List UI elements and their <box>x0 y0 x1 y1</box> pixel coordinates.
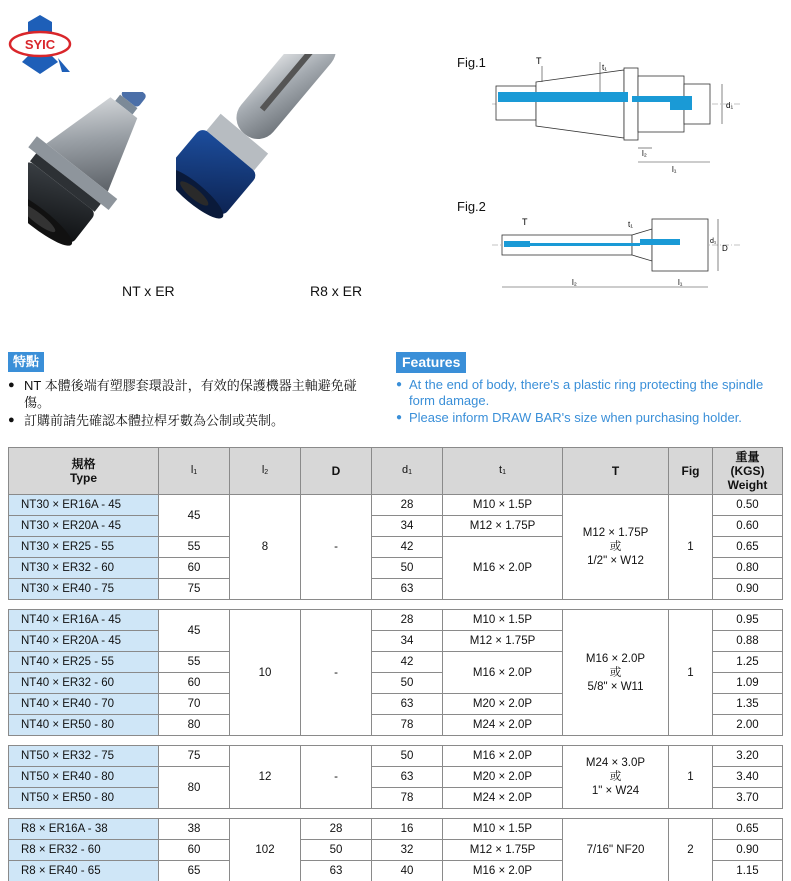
type-cell: R8 × ER16A - 38 <box>9 819 159 840</box>
r8-er-holder-image <box>176 54 426 279</box>
t1-cell: M16 × 2.0P <box>443 861 563 881</box>
D-cell: 50 <box>301 840 372 861</box>
T-cell: M16 × 2.0P 或 5/8" × W11 <box>563 610 669 736</box>
t1-cell: M16 × 2.0P <box>443 537 563 600</box>
feature-zh-item: ● NT 本體後端有塑膠套環設計，有效的保護機器主軸避免碰傷。 <box>8 377 380 411</box>
fig2-dim-D: D <box>722 244 728 253</box>
fig-cell: 1 <box>669 495 713 600</box>
weight-cell: 0.80 <box>713 558 783 579</box>
l1-cell: 60 <box>159 840 230 861</box>
l1-cell: 80 <box>159 767 230 809</box>
type-cell: R8 × ER32 - 60 <box>9 840 159 861</box>
l2-cell: 12 <box>230 746 301 809</box>
D-cell: - <box>301 495 372 600</box>
t1-cell: M10 × 1.5P <box>443 610 563 631</box>
l1-cell: 45 <box>159 495 230 537</box>
header-d1: d1 <box>372 448 443 495</box>
d1-cell: 42 <box>372 652 443 673</box>
weight-cell: 0.50 <box>713 495 783 516</box>
header-l2: l2 <box>230 448 301 495</box>
type-cell: NT40 × ER40 - 70 <box>9 694 159 715</box>
weight-cell: 0.60 <box>713 516 783 537</box>
weight-cell: 0.65 <box>713 537 783 558</box>
d1-cell: 78 <box>372 715 443 736</box>
fig2-dim-l1: l₁ <box>678 278 683 287</box>
header-D: D <box>301 448 372 495</box>
weight-cell: 0.90 <box>713 579 783 600</box>
d1-cell: 40 <box>372 861 443 881</box>
weight-cell: 3.20 <box>713 746 783 767</box>
type-cell: NT50 × ER50 - 80 <box>9 788 159 809</box>
logo-text: SYIC <box>24 37 56 52</box>
fig-cell: 2 <box>669 819 713 881</box>
header-t1: t1 <box>443 448 563 495</box>
type-cell: NT40 × ER25 - 55 <box>9 652 159 673</box>
feature-zh-item: ● 訂購前請先確認本體拉桿牙數為公制或英制。 <box>8 412 380 429</box>
fig-cell: 1 <box>669 610 713 736</box>
fig-cell: 1 <box>669 746 713 809</box>
table-row <box>9 746 783 767</box>
type-cell: NT30 × ER16A - 45 <box>9 495 159 516</box>
group-spacer <box>9 600 783 610</box>
d1-cell: 34 <box>372 631 443 652</box>
weight-cell: 0.95 <box>713 610 783 631</box>
d1-cell: 42 <box>372 537 443 558</box>
type-cell: R8 × ER40 - 65 <box>9 861 159 881</box>
type-cell: NT30 × ER25 - 55 <box>9 537 159 558</box>
features-en-heading: Features <box>396 352 466 373</box>
features-en-list <box>396 377 786 427</box>
spec-table <box>8 447 783 881</box>
type-cell: NT50 × ER40 - 80 <box>9 767 159 788</box>
d1-cell: 16 <box>372 819 443 840</box>
l1-cell: 38 <box>159 819 230 840</box>
weight-cell: 0.65 <box>713 819 783 840</box>
fig1-dim-T: T <box>536 56 542 66</box>
group-spacer <box>9 809 783 819</box>
table-header-row <box>9 448 783 495</box>
fig2-dim-d1: d₁ <box>710 238 717 245</box>
d1-cell: 28 <box>372 495 443 516</box>
fig1-dim-d1: d₁ <box>726 101 734 110</box>
table-row <box>9 495 783 516</box>
d1-cell: 50 <box>372 673 443 694</box>
weight-cell: 2.00 <box>713 715 783 736</box>
D-cell: - <box>301 610 372 736</box>
r8-er-caption: R8 x ER <box>310 283 363 299</box>
t1-cell: M20 × 2.0P <box>443 767 563 788</box>
type-cell: NT30 × ER32 - 60 <box>9 558 159 579</box>
header-l1: l1 <box>159 448 230 495</box>
l1-cell: 60 <box>159 558 230 579</box>
d1-cell: 32 <box>372 840 443 861</box>
t1-cell: M24 × 2.0P <box>443 715 563 736</box>
header-fig: Fig <box>669 448 713 495</box>
t1-cell: M12 × 1.75P <box>443 516 563 537</box>
feature-en-item: ● At the end of body, there's a plastic ring protecting the spindle form damage. <box>396 377 786 409</box>
fig1-dim-l1: l₁ <box>672 165 677 174</box>
D-cell: 63 <box>301 861 372 881</box>
l1-cell: 45 <box>159 610 230 652</box>
l1-cell: 80 <box>159 715 230 736</box>
l1-cell: 55 <box>159 652 230 673</box>
type-cell: NT30 × ER20A - 45 <box>9 516 159 537</box>
fig2-dim-t1: t₁ <box>628 220 633 229</box>
type-cell: NT40 × ER32 - 60 <box>9 673 159 694</box>
d1-cell: 50 <box>372 558 443 579</box>
weight-cell: 1.35 <box>713 694 783 715</box>
d1-cell: 50 <box>372 746 443 767</box>
weight-cell: 0.88 <box>713 631 783 652</box>
weight-cell: 1.15 <box>713 861 783 881</box>
fig2-drawing <box>492 205 742 295</box>
l2-cell: 102 <box>230 819 301 881</box>
group-spacer <box>9 736 783 746</box>
header-T: T <box>563 448 669 495</box>
t1-cell: M24 × 2.0P <box>443 788 563 809</box>
l1-cell: 55 <box>159 537 230 558</box>
t1-cell: M10 × 1.5P <box>443 819 563 840</box>
fig1-drawing <box>492 52 742 182</box>
t1-cell: M16 × 2.0P <box>443 746 563 767</box>
fig1-label: Fig.1 <box>457 55 486 70</box>
type-cell: NT40 × ER20A - 45 <box>9 631 159 652</box>
table-row <box>9 819 783 840</box>
fig2-dim-l2: l₂ <box>572 278 577 287</box>
table-row <box>9 610 783 631</box>
d1-cell: 63 <box>372 694 443 715</box>
t1-cell: M10 × 1.5P <box>443 495 563 516</box>
type-cell: NT30 × ER40 - 75 <box>9 579 159 600</box>
l2-cell: 8 <box>230 495 301 600</box>
T-cell: M24 × 3.0P 或 1" × W24 <box>563 746 669 809</box>
type-cell: NT50 × ER32 - 75 <box>9 746 159 767</box>
header-type: 規格 Type <box>9 448 159 495</box>
syic-logo <box>8 14 72 76</box>
d1-cell: 34 <box>372 516 443 537</box>
t1-cell: M12 × 1.75P <box>443 631 563 652</box>
weight-cell: 1.25 <box>713 652 783 673</box>
d1-cell: 63 <box>372 579 443 600</box>
T-cell: M12 × 1.75P 或 1/2" × W12 <box>563 495 669 600</box>
fig2-label: Fig.2 <box>457 199 486 214</box>
l1-cell: 65 <box>159 861 230 881</box>
nt-er-caption: NT x ER <box>122 283 175 299</box>
D-cell: - <box>301 746 372 809</box>
t1-cell: M12 × 1.75P <box>443 840 563 861</box>
t1-cell: M16 × 2.0P <box>443 652 563 694</box>
weight-cell: 1.09 <box>713 673 783 694</box>
weight-cell: 3.70 <box>713 788 783 809</box>
D-cell: 28 <box>301 819 372 840</box>
T-cell: 7/16" NF20 <box>563 819 669 881</box>
weight-cell: 3.40 <box>713 767 783 788</box>
l2-cell: 10 <box>230 610 301 736</box>
t1-cell: M20 × 2.0P <box>443 694 563 715</box>
features-zh-heading: 特點 <box>8 352 44 372</box>
l1-cell: 60 <box>159 673 230 694</box>
l1-cell: 70 <box>159 694 230 715</box>
fig1-dim-t1: t₁ <box>602 63 607 72</box>
d1-cell: 28 <box>372 610 443 631</box>
d1-cell: 78 <box>372 788 443 809</box>
features-zh-list <box>8 377 380 430</box>
l1-cell: 75 <box>159 579 230 600</box>
type-cell: NT40 × ER16A - 45 <box>9 610 159 631</box>
d1-cell: 63 <box>372 767 443 788</box>
fig2-dim-T: T <box>522 217 528 227</box>
type-cell: NT40 × ER50 - 80 <box>9 715 159 736</box>
header-weight: 重量 (KGS) Weight <box>713 448 783 495</box>
l1-cell: 75 <box>159 746 230 767</box>
weight-cell: 0.90 <box>713 840 783 861</box>
fig1-dim-l2: l₂ <box>642 149 647 158</box>
feature-en-item: ● Please inform DRAW BAR's size when purchasing holder. <box>396 410 786 426</box>
